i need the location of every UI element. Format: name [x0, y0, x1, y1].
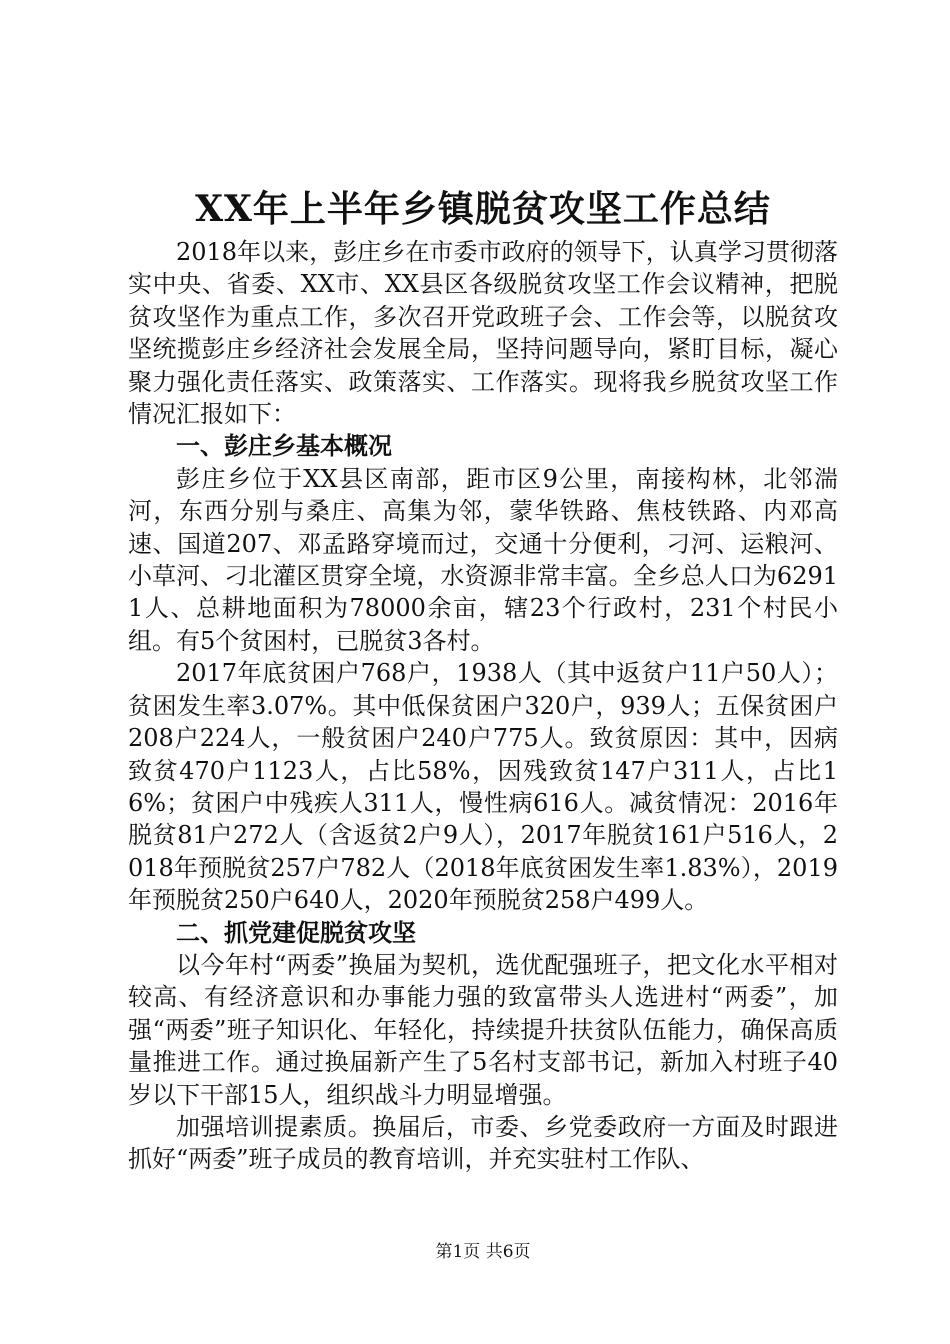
- document-page: [128, 0, 838, 1344]
- body-paragraph: 彭庄乡位于XX县区南部，距市区9公里，南接构林，北邻湍河，东西分别与桑庄、高集为邻，蒙华铁路、焦枝铁路、内邓高速、国道207、邓孟路穿境而过，交通十分便利，刁河、运粮河、小草河、刁北灌区贯穿全境，水资源非常丰富。全乡总人口为62911人、总耕地面积为78000余亩，辖23个行政村，231个村民小组。有5个贫困村，已脱贫3各村。: [128, 464, 838, 655]
- body-paragraph: 以今年村“两委”换届为契机，选优配强班子，把文化水平相对较高、有经济意识和办事能力强的致富带头人选进村“两委”，加强“两委”班子知识化、年轻化，持续提升扶贫队伍能力，确保高质量推进工作。通过换届新产生了5名村支部书记，新加入村班子40岁以下干部15人，组织战斗力明显增强。: [128, 950, 838, 1109]
- section-heading: 二、抓党建促脱贫攻坚: [176, 918, 416, 947]
- document-body: [128, 236, 838, 1176]
- page-footer: 第1页 共6页: [435, 1242, 531, 1262]
- section-heading: 一、彭庄乡基本概况: [176, 432, 392, 461]
- body-paragraph: 2018年以来，彭庄乡在市委市政府的领导下，认真学习贯彻落实中央、省委、XX市、XX县区各级脱贫攻坚工作会议精神，把脱贫攻坚作为重点工作，多次召开党政班子会、工作会等，以脱贫攻坚统揽彭庄乡经济社会发展全局，坚持问题导向，紧盯目标，凝心聚力强化责任落实、政策落实、工作落实。现将我乡脱贫攻坚工作情况汇报如下：: [128, 238, 838, 429]
- body-paragraph: 2017年底贫困户768户，1938人（其中返贫户11户50人）；贫困发生率3.07%。其中低保贫困户320户，939人；五保贫困户208户224人，一般贫困户240户775人。致贫原因：其中，因病致贫470户1123人，占比58%，因残致贫147户311人，占比16%；贫困户中残疾人311人，慢性病616人。减贫情况：2016年脱贫81户272人（含返贫2户9人），2017年脱贫161户516人，2018年预脱贫257户782人（2018年底贫困发生率1.83%），2019年预脱贫250户640人，2020年预脱贫258户499人。: [128, 659, 838, 915]
- document-title: XX年上半年乡镇脱贫攻坚工作总结: [195, 188, 771, 230]
- body-paragraph: 加强培训提素质。换届后，市委、乡党委政府一方面及时跟进抓好“两委”班子成员的教育培训，并充实驻村工作队、: [128, 1112, 838, 1174]
